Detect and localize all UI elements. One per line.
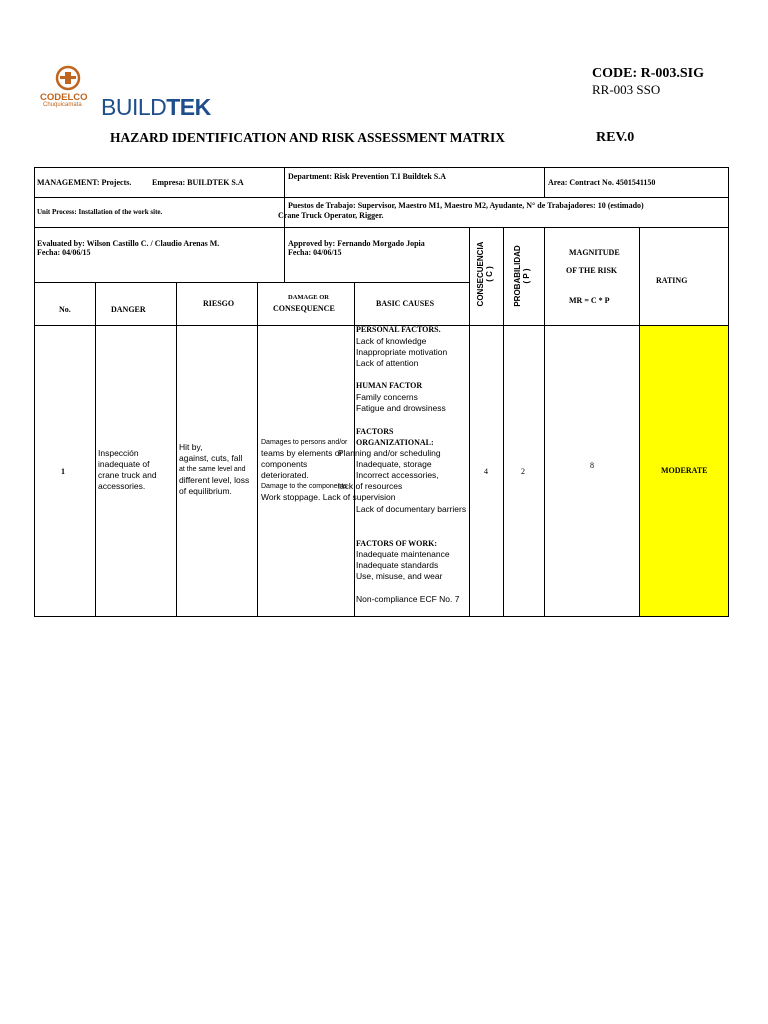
magnitude-value: 8 [590,461,594,470]
cause-item: Inadequate, storage [356,459,432,469]
cause-item: Use, misuse, and wear [356,571,443,581]
cause-item: Inadequate maintenance [356,549,450,559]
consequence-line: Damage to the components [261,483,347,490]
damage-or-header: DAMAGE OR [288,294,329,301]
riesgo-line: against, cuts, fall [179,453,243,463]
consequence-line: Work stoppage. Lack of supervision [261,492,396,502]
organizational-heading: ORGANIZATIONAL: [356,438,434,447]
cause-item: Lack of attention [356,358,419,368]
of-the-risk-header: OF THE RISK [566,266,618,275]
buildtek-logo [101,94,211,121]
danger-header: DANGER [111,305,146,314]
mr-formula: MR = C * P [569,296,610,305]
revision: REV.0 [596,130,635,145]
danger-line: crane truck and [98,470,157,480]
evaluated-fecha: Fecha: 04/06/15 [37,248,91,257]
probabilidad-header [513,226,533,326]
consequence-line: components [261,459,308,469]
consequence-line: teams by elements or [261,448,343,458]
brand-build: BUILD [101,94,167,120]
danger-line: inadequate of [98,459,150,469]
consecuencia-title: CONSECUENCIA [476,241,485,307]
human-factor-heading: HUMAN FACTOR [356,381,423,390]
consequence-line: Damages to persons and/or [261,439,348,446]
unit-process-label: Unit Process: Installation of the work site. [37,208,163,216]
chuquicamata-text: Chuquicamata [43,102,82,108]
evaluated-by: Evaluated by: Wilson Castillo C. / Claudio Arenas M. [37,239,220,248]
probability-value: 2 [521,467,525,476]
row-no: 1 [61,467,65,476]
personal-factors-heading: PERSONAL FACTORS. [356,325,441,334]
rating-header: RATING [656,276,688,285]
riesgo-header: RIESGO [203,299,235,308]
consequence-line: deteriorated. [261,470,309,480]
danger-line: accessories. [98,481,146,491]
puestos-line-2: Crane Truck Operator, Rigger. [278,211,384,220]
consecuencia-header [476,224,496,324]
consequence-value: 4 [484,467,488,476]
organizational-list [338,448,441,492]
riesgo-cell [179,442,249,497]
factors-of-work-list [356,549,450,582]
consecuencia-symbol: ( C ) [485,266,494,282]
ecf-noncompliance: Non-compliance ECF No. 7 [356,594,460,604]
factors-of-work-heading: FACTORS OF WORK: [356,539,438,548]
codelco-text: CODELCO [40,92,88,103]
management-label: MANAGEMENT: Projects. [37,178,132,187]
danger-cell [98,448,157,492]
document-code: CODE: R-003.SIG [592,66,705,81]
cause-item: Incorrect accessories, [356,470,439,480]
rating-value: MODERATE [661,466,708,475]
riesgo-line: of equilibrium. [179,486,232,496]
cause-item: Family concerns [356,392,418,402]
danger-line: Inspección [98,448,139,458]
riesgo-line: Hit by, [179,442,203,452]
personal-factors-list [356,336,447,369]
magnitude-header: MAGNITUDE [569,248,620,257]
puestos-line-1: Puestos de Trabajo: Supervisor, Maestro M1, Maestro M2, Ayudante, N° de Trabajadores: 10 (estimado) [288,201,644,210]
cause-item: Planning and/or scheduling [338,448,441,458]
area-label: Area: Contract No. 4501541150 [548,178,656,187]
human-factor-list [356,392,446,414]
department-label: Department: Risk Prevention T.I Buildtek S.A [288,172,447,181]
organizational-last: Lack of documentary barriers [356,504,467,514]
cause-item: Inadequate standards [356,560,439,570]
brand-tek: TEK [166,94,211,120]
factors-heading: FACTORS [356,427,394,436]
basic-causes-header: BASIC CAUSES [376,299,435,308]
empresa-label: Empresa: BUILDTEK S.A [152,178,244,187]
cause-item: Inappropriate motivation [356,347,448,357]
cause-item: Fatigue and drowsiness [356,403,446,413]
document-rr: RR-003 SSO [592,82,661,94]
probabilidad-symbol: ( P ) [522,268,531,284]
approved-fecha: Fecha: 04/06/15 [288,248,342,257]
no-header: No. [59,305,71,314]
riesgo-line: different level, loss [179,475,250,485]
page-title: HAZARD IDENTIFICATION AND RISK ASSESSMENT MATRIX [110,130,505,145]
approved-by: Approved by: Fernando Morgado Jopia [288,239,425,248]
cause-item: Lack of knowledge [356,336,427,346]
riesgo-line: at the same level and [179,466,246,473]
probabilidad-title: PROBABILIDAD [513,245,522,307]
cause-item: lack of resources [338,481,403,491]
consequence-header: CONSEQUENCE [273,304,335,313]
